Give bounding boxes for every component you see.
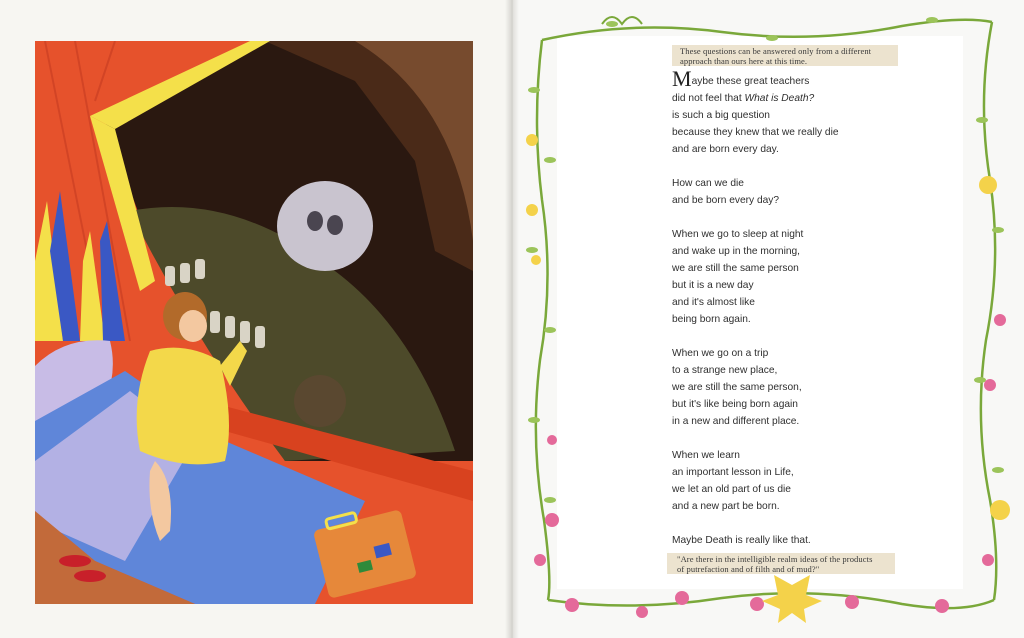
poem-line: we are still the same person bbox=[672, 263, 799, 274]
stanza bbox=[672, 175, 912, 209]
poem-line: and be born every day? bbox=[672, 195, 780, 206]
poem-line: being born again. bbox=[672, 314, 751, 325]
poem-line: and wake up in the morning, bbox=[672, 246, 800, 257]
poem-line: to a strange new place, bbox=[672, 365, 778, 376]
poem-line: Maybe Death is really like that. bbox=[672, 535, 811, 546]
stanza bbox=[672, 345, 912, 430]
poem-line-emphasis: What is Death? bbox=[744, 93, 815, 104]
quote-bottom-line: "Are there in the intelligible realm ideas of the products bbox=[677, 554, 873, 564]
poem-line: in a new and different place. bbox=[672, 416, 800, 427]
poem-text bbox=[672, 66, 912, 566]
poem-line: an important lesson in Life, bbox=[672, 467, 794, 478]
poem-line bbox=[672, 90, 912, 107]
quote-strip-bottom bbox=[667, 553, 895, 574]
poem-line: but it's like being born again bbox=[672, 399, 798, 410]
stanza bbox=[672, 66, 912, 158]
quote-bottom-line: of putrefaction and of filth and of mud?" bbox=[677, 564, 820, 574]
stanza bbox=[672, 226, 912, 328]
poem-line: we let an old part of us die bbox=[672, 484, 791, 495]
quote-strip-top bbox=[672, 45, 898, 66]
stanza bbox=[672, 447, 912, 515]
poem-line-text: did not feel that bbox=[672, 93, 745, 104]
bedroom-window-skeleton-illustration bbox=[35, 41, 473, 604]
quote-top-line: approach than ours here at this time. bbox=[680, 56, 808, 66]
poem-line: is such a big question bbox=[672, 110, 770, 121]
poem-line: we are still the same person, bbox=[672, 382, 802, 393]
poem-line: When we go on a trip bbox=[672, 348, 769, 359]
poem-line: but it is a new day bbox=[672, 280, 754, 291]
drop-cap: M bbox=[672, 66, 692, 91]
poem-line: and it's almost like bbox=[672, 297, 755, 308]
poem-line: How can we die bbox=[672, 178, 744, 189]
poem-line: When we go to sleep at night bbox=[672, 229, 804, 240]
stanza bbox=[672, 532, 912, 549]
poem-line: and a new part be born. bbox=[672, 501, 780, 512]
poem-line: When we learn bbox=[672, 450, 740, 461]
poem-line-text: aybe these great teachers bbox=[691, 76, 810, 87]
poem-line: and are born every day. bbox=[672, 144, 779, 155]
quote-top-line: These questions can be answered only from a different bbox=[680, 46, 872, 56]
poem-line bbox=[672, 66, 912, 91]
poem-line: because they knew that we really die bbox=[672, 127, 839, 138]
book-gutter bbox=[505, 0, 519, 638]
